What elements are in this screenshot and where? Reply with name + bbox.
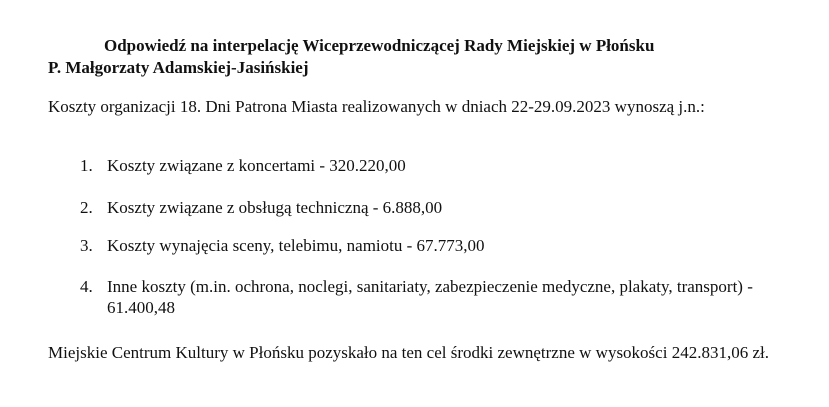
cost-list-item [80,276,800,318]
list-item-number: 3. [80,236,93,255]
cost-list-item [80,155,800,176]
list-item-number: 4. [80,277,93,296]
list-item-text: Koszty związane z obsługą techniczną - 6.888,00 [107,198,443,217]
document-title-line-2: P. Małgorzaty Adamskiej-Jasińskiej [48,58,309,77]
list-item-text: Inne koszty (m.in. ochrona, noclegi, sanitariaty, zabezpieczenie medyczne, plakaty, transport) - 61.400,48 [107,277,753,317]
list-item-number: 2. [80,198,93,217]
closing-paragraph: Miejskie Centrum Kultury w Płońsku pozyskało na ten cel środki zewnętrzne w wysokości 242.831,06 zł. [48,343,769,362]
cost-list-item [80,235,800,256]
list-item-text: Koszty związane z koncertami - 320.220,00 [107,156,406,175]
document-title-line-1: Odpowiedź na interpelację Wiceprzewodniczącej Rady Miejskiej w Płońsku [104,36,655,55]
cost-list-item [80,197,800,218]
intro-paragraph: Koszty organizacji 18. Dni Patrona Miasta realizowanych w dniach 22-29.09.2023 wynoszą j.n.: [48,97,705,116]
list-item-text: Koszty wynajęcia sceny, telebimu, namiotu - 67.773,00 [107,236,485,255]
list-item-number: 1. [80,156,93,175]
